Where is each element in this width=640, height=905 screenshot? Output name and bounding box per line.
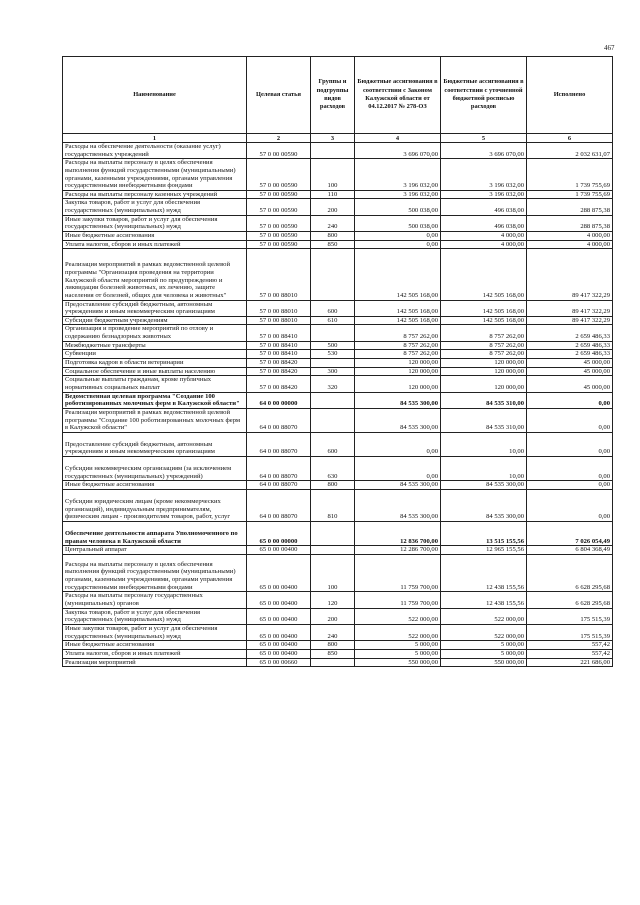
row-target-code: 65 0 00 00400	[247, 649, 311, 658]
row-executed-amount: 6 804 368,49	[527, 546, 613, 555]
row-refined-amount: 3 696 070,00	[441, 143, 527, 159]
row-group: 850	[311, 240, 355, 249]
col-number: 4	[355, 134, 441, 143]
row-executed-amount: 2 032 631,07	[527, 143, 613, 159]
row-law-amount: 8 757 262,00	[355, 341, 441, 350]
row-target-code: 57 0 00 88420	[247, 367, 311, 376]
row-refined-amount: 5 000,00	[441, 649, 527, 658]
row-name: Иные бюджетные ассигнования	[63, 481, 247, 490]
row-group: 240	[311, 215, 355, 231]
row-refined-amount: 4 000,00	[441, 240, 527, 249]
row-refined-amount: 84 535 300,00	[441, 481, 527, 490]
page-number: 467	[604, 44, 615, 52]
row-name: Субвенции	[63, 350, 247, 359]
row-law-amount: 0,00	[355, 432, 441, 456]
header-target: Целевая статья	[247, 57, 311, 134]
row-target-code: 64 0 00 00000	[247, 392, 311, 408]
row-name: Предоставление субсидий бюджетным, автономным учреждениям и иным некоммерческим организациям	[63, 300, 247, 316]
row-executed-amount: 0,00	[527, 481, 613, 490]
row-law-amount: 500 038,00	[355, 199, 441, 215]
row-law-amount: 3 696 070,00	[355, 143, 441, 159]
row-group: 500	[311, 341, 355, 350]
table-row	[63, 199, 613, 215]
table-row	[63, 489, 613, 521]
row-executed-amount: 0,00	[527, 489, 613, 521]
row-executed-amount: 2 659 486,33	[527, 341, 613, 350]
row-target-code: 64 0 00 88070	[247, 432, 311, 456]
row-refined-amount: 496 038,00	[441, 215, 527, 231]
row-law-amount: 3 196 032,00	[355, 190, 441, 199]
row-group: 800	[311, 232, 355, 241]
row-law-amount: 0,00	[355, 457, 441, 481]
table-row	[63, 341, 613, 350]
row-refined-amount: 84 535 310,00	[441, 392, 527, 408]
table-row	[63, 641, 613, 650]
row-refined-amount: 142 505 168,00	[441, 300, 527, 316]
row-law-amount: 11 759 700,00	[355, 554, 441, 592]
row-target-code: 57 0 00 00590	[247, 190, 311, 199]
row-name: Субсидии некоммерческим организациям (за исключением государственных (муниципальных) учреждений)	[63, 457, 247, 481]
row-group: 800	[311, 481, 355, 490]
row-refined-amount: 522 000,00	[441, 608, 527, 624]
row-name: Расходы на обеспечение деятельности (оказание услуг) государственных учреждений	[63, 143, 247, 159]
row-name: Иные бюджетные ассигнования	[63, 232, 247, 241]
row-target-code: 64 0 00 88070	[247, 481, 311, 490]
row-law-amount: 0,00	[355, 232, 441, 241]
row-target-code: 57 0 00 88010	[247, 316, 311, 325]
table-row	[63, 649, 613, 658]
row-name: Реализация мероприятий в рамках ведомственной целевой программы "Организация проведения на территории Калужской области мероприятий по предупреждению и ликвидации болезней животных, их лечению, защите населения от болезней, общих для человека и животных"	[63, 249, 247, 300]
table-row	[63, 376, 613, 392]
row-executed-amount: 6 628 295,68	[527, 554, 613, 592]
row-law-amount: 12 836 700,00	[355, 521, 441, 545]
row-group	[311, 521, 355, 545]
row-law-amount: 142 505 168,00	[355, 300, 441, 316]
row-name: Уплата налогов, сборов и иных платежей	[63, 240, 247, 249]
row-name: Социальные выплаты гражданам, кроме публичных нормативных социальных выплат	[63, 376, 247, 392]
table-row	[63, 658, 613, 667]
row-group	[311, 658, 355, 667]
table-row	[63, 325, 613, 341]
row-executed-amount: 288 875,38	[527, 199, 613, 215]
row-law-amount: 142 505 168,00	[355, 316, 441, 325]
row-law-amount: 5 000,00	[355, 649, 441, 658]
row-target-code: 65 0 00 00660	[247, 658, 311, 667]
row-law-amount: 500 038,00	[355, 215, 441, 231]
row-refined-amount: 142 505 168,00	[441, 249, 527, 300]
row-refined-amount: 5 000,00	[441, 641, 527, 650]
row-group: 600	[311, 300, 355, 316]
row-refined-amount: 496 038,00	[441, 199, 527, 215]
table-body	[63, 143, 613, 667]
row-executed-amount: 89 417 322,29	[527, 316, 613, 325]
table-row	[63, 350, 613, 359]
row-target-code: 65 0 00 00400	[247, 641, 311, 650]
row-refined-amount: 10,00	[441, 457, 527, 481]
row-law-amount: 5 000,00	[355, 641, 441, 650]
col-number: 2	[247, 134, 311, 143]
row-name: Закупка товаров, работ и услуг для обеспечения государственных (муниципальных) нужд	[63, 199, 247, 215]
table-row	[63, 624, 613, 640]
table-row	[63, 359, 613, 368]
row-refined-amount: 8 757 262,00	[441, 341, 527, 350]
row-group: 100	[311, 554, 355, 592]
table-row	[63, 367, 613, 376]
row-refined-amount: 4 000,00	[441, 232, 527, 241]
row-target-code: 57 0 00 00590	[247, 215, 311, 231]
row-name: Расходы на выплаты персоналу в целях обеспечения выполнения функций государственными (муниципальными) органами, казенными учреждениями, органами управления государственными внебюджетными фондами	[63, 159, 247, 191]
row-group	[311, 249, 355, 300]
row-name: Подготовка кадров в области ветеринарии	[63, 359, 247, 368]
row-law-amount: 11 759 700,00	[355, 592, 441, 608]
table-row	[63, 546, 613, 555]
row-name: Иные бюджетные ассигнования	[63, 641, 247, 650]
table-row	[63, 232, 613, 241]
row-law-amount: 84 535 300,00	[355, 392, 441, 408]
row-executed-amount: 45 000,00	[527, 367, 613, 376]
row-group	[311, 325, 355, 341]
table-row	[63, 592, 613, 608]
row-name: Иные закупки товаров, работ и услуг для обеспечения государственных (муниципальных) нужд	[63, 215, 247, 231]
row-executed-amount: 175 515,39	[527, 624, 613, 640]
row-law-amount: 522 000,00	[355, 608, 441, 624]
row-refined-amount: 120 000,00	[441, 359, 527, 368]
table-row	[63, 457, 613, 481]
row-refined-amount: 3 196 032,00	[441, 190, 527, 199]
row-refined-amount: 550 000,00	[441, 658, 527, 667]
row-executed-amount: 6 628 295,68	[527, 592, 613, 608]
row-group: 630	[311, 457, 355, 481]
row-group: 600	[311, 432, 355, 456]
row-name: Реализация мероприятий в рамках ведомственной целевой программы "Создание 100 роботизированных молочных ферм в Калужской области"	[63, 408, 247, 432]
row-executed-amount: 7 026 054,49	[527, 521, 613, 545]
header-name: Наименование	[63, 57, 247, 134]
row-group: 300	[311, 367, 355, 376]
row-target-code: 57 0 00 88420	[247, 359, 311, 368]
row-name: Субсидии бюджетным учреждениям	[63, 316, 247, 325]
row-name: Социальное обеспечение и иные выплаты населению	[63, 367, 247, 376]
row-group	[311, 408, 355, 432]
table-row	[63, 300, 613, 316]
table-row	[63, 159, 613, 191]
row-executed-amount: 221 686,00	[527, 658, 613, 667]
header-executed: Исполнено	[527, 57, 613, 134]
row-name: Реализация мероприятий	[63, 658, 247, 667]
row-target-code: 65 0 00 00400	[247, 592, 311, 608]
row-law-amount: 0,00	[355, 240, 441, 249]
row-refined-amount: 3 196 032,00	[441, 159, 527, 191]
table-row	[63, 608, 613, 624]
row-refined-amount: 12 438 155,56	[441, 592, 527, 608]
row-executed-amount: 0,00	[527, 432, 613, 456]
row-name: Ведомственная целевая программа "Создание 100 роботизированных молочных ферм в Калужской области"	[63, 392, 247, 408]
col-number: 6	[527, 134, 613, 143]
table-row	[63, 408, 613, 432]
table-row	[63, 481, 613, 490]
row-executed-amount: 45 000,00	[527, 359, 613, 368]
row-target-code: 65 0 00 00400	[247, 554, 311, 592]
row-target-code: 64 0 00 88070	[247, 408, 311, 432]
row-refined-amount: 522 000,00	[441, 624, 527, 640]
header-law: Бюджетные ассигнования в соответствии с Законом Калужской области от 04.12.2017 № 278-ОЗ	[355, 57, 441, 134]
row-executed-amount: 2 659 486,33	[527, 325, 613, 341]
row-law-amount: 8 757 262,00	[355, 350, 441, 359]
row-refined-amount: 120 000,00	[441, 376, 527, 392]
row-law-amount: 84 535 300,00	[355, 481, 441, 490]
row-group	[311, 392, 355, 408]
row-name: Закупка товаров, работ и услуг для обеспечения государственных (муниципальных) нужд	[63, 608, 247, 624]
row-group: 240	[311, 624, 355, 640]
row-target-code: 57 0 00 88010	[247, 249, 311, 300]
row-executed-amount: 2 659 486,33	[527, 350, 613, 359]
col-number: 5	[441, 134, 527, 143]
row-refined-amount: 12 965 155,56	[441, 546, 527, 555]
row-group: 800	[311, 641, 355, 650]
row-executed-amount: 0,00	[527, 408, 613, 432]
row-group: 320	[311, 376, 355, 392]
table-row	[63, 554, 613, 592]
row-group: 850	[311, 649, 355, 658]
row-target-code: 65 0 00 00400	[247, 608, 311, 624]
row-executed-amount: 4 000,00	[527, 232, 613, 241]
table-row	[63, 392, 613, 408]
row-group: 200	[311, 199, 355, 215]
row-law-amount: 84 535 300,00	[355, 489, 441, 521]
table-row	[63, 521, 613, 545]
column-number-row	[63, 134, 613, 143]
table-row	[63, 190, 613, 199]
row-target-code: 57 0 00 00590	[247, 159, 311, 191]
row-target-code: 57 0 00 00590	[247, 199, 311, 215]
row-group: 200	[311, 608, 355, 624]
row-group	[311, 546, 355, 555]
row-law-amount: 3 196 032,00	[355, 159, 441, 191]
row-target-code: 57 0 00 88420	[247, 376, 311, 392]
row-refined-amount: 84 535 310,00	[441, 408, 527, 432]
row-executed-amount: 0,00	[527, 457, 613, 481]
row-executed-amount: 89 417 322,29	[527, 300, 613, 316]
row-executed-amount: 557,42	[527, 641, 613, 650]
row-refined-amount: 12 438 155,56	[441, 554, 527, 592]
row-name: Обеспечение деятельности аппарата Уполномоченного по правам человека в Калужской области	[63, 521, 247, 545]
row-refined-amount: 8 757 262,00	[441, 325, 527, 341]
table-row	[63, 249, 613, 300]
row-executed-amount: 4 000,00	[527, 240, 613, 249]
row-name: Уплата налогов, сборов и иных платежей	[63, 649, 247, 658]
row-target-code: 57 0 00 88410	[247, 325, 311, 341]
col-number: 3	[311, 134, 355, 143]
row-executed-amount: 175 515,39	[527, 608, 613, 624]
row-law-amount: 522 000,00	[355, 624, 441, 640]
row-refined-amount: 142 505 168,00	[441, 316, 527, 325]
table-row	[63, 143, 613, 159]
row-executed-amount: 45 000,00	[527, 376, 613, 392]
row-name: Расходы на выплаты персоналу в целях обеспечения выполнения функций государственными (муниципальными) органами, казенными учреждениями, органами управления государственными внебюджетными фондами	[63, 554, 247, 592]
row-target-code: 57 0 00 00590	[247, 232, 311, 241]
col-number: 1	[63, 134, 247, 143]
row-law-amount: 8 757 262,00	[355, 325, 441, 341]
row-target-code: 64 0 00 88070	[247, 457, 311, 481]
row-target-code: 65 0 00 00400	[247, 546, 311, 555]
budget-table	[62, 56, 613, 667]
table-row	[63, 432, 613, 456]
row-executed-amount: 288 875,38	[527, 215, 613, 231]
row-target-code: 57 0 00 00590	[247, 240, 311, 249]
table-row	[63, 215, 613, 231]
row-refined-amount: 8 757 262,00	[441, 350, 527, 359]
row-name: Организация и проведение мероприятий по отлову и содержанию безнадзорных животных	[63, 325, 247, 341]
row-refined-amount: 10,00	[441, 432, 527, 456]
row-executed-amount: 557,42	[527, 649, 613, 658]
row-law-amount: 120 000,00	[355, 359, 441, 368]
row-group: 610	[311, 316, 355, 325]
row-law-amount: 120 000,00	[355, 376, 441, 392]
row-law-amount: 12 286 700,00	[355, 546, 441, 555]
row-executed-amount: 1 739 755,69	[527, 190, 613, 199]
row-group: 530	[311, 350, 355, 359]
row-refined-amount: 120 000,00	[441, 367, 527, 376]
row-target-code: 64 0 00 88070	[247, 489, 311, 521]
row-executed-amount: 1 739 755,69	[527, 159, 613, 191]
row-group	[311, 359, 355, 368]
row-target-code: 57 0 00 88410	[247, 350, 311, 359]
row-name: Предоставление субсидий бюджетным, автономным учреждениям и иным некоммерческим организациям	[63, 432, 247, 456]
row-executed-amount: 0,00	[527, 392, 613, 408]
row-name: Расходы на выплаты персоналу казенных учреждений	[63, 190, 247, 199]
header-groups: Группы и подгруппы видов расходов	[311, 57, 355, 134]
row-group: 100	[311, 159, 355, 191]
row-law-amount: 550 000,00	[355, 658, 441, 667]
row-group: 120	[311, 592, 355, 608]
row-executed-amount: 89 417 322,29	[527, 249, 613, 300]
row-group: 810	[311, 489, 355, 521]
row-law-amount: 84 535 300,00	[355, 408, 441, 432]
row-target-code: 57 0 00 00590	[247, 143, 311, 159]
row-target-code: 65 0 00 00000	[247, 521, 311, 545]
row-group	[311, 143, 355, 159]
row-name: Расходы на выплаты персоналу государственных (муниципальных) органов	[63, 592, 247, 608]
row-name: Субсидии юридическим лицам (кроме некоммерческих организаций), индивидуальным предпринимателям, физическим лицам - производителям товаров, работ, услуг	[63, 489, 247, 521]
row-target-code: 57 0 00 88410	[247, 341, 311, 350]
row-group: 110	[311, 190, 355, 199]
row-name: Межбюджетные трансферты	[63, 341, 247, 350]
row-name: Иные закупки товаров, работ и услуг для обеспечения государственных (муниципальных) нужд	[63, 624, 247, 640]
row-refined-amount: 84 535 300,00	[441, 489, 527, 521]
table-row	[63, 316, 613, 325]
row-target-code: 57 0 00 88010	[247, 300, 311, 316]
row-name: Центральный аппарат	[63, 546, 247, 555]
row-law-amount: 142 505 168,00	[355, 249, 441, 300]
row-law-amount: 120 000,00	[355, 367, 441, 376]
table-row	[63, 240, 613, 249]
header-refined: Бюджетные ассигнования в соответствии с уточненной бюджетной росписью расходов	[441, 57, 527, 134]
row-target-code: 65 0 00 00400	[247, 624, 311, 640]
table-header-row	[63, 57, 613, 134]
row-refined-amount: 13 515 155,56	[441, 521, 527, 545]
